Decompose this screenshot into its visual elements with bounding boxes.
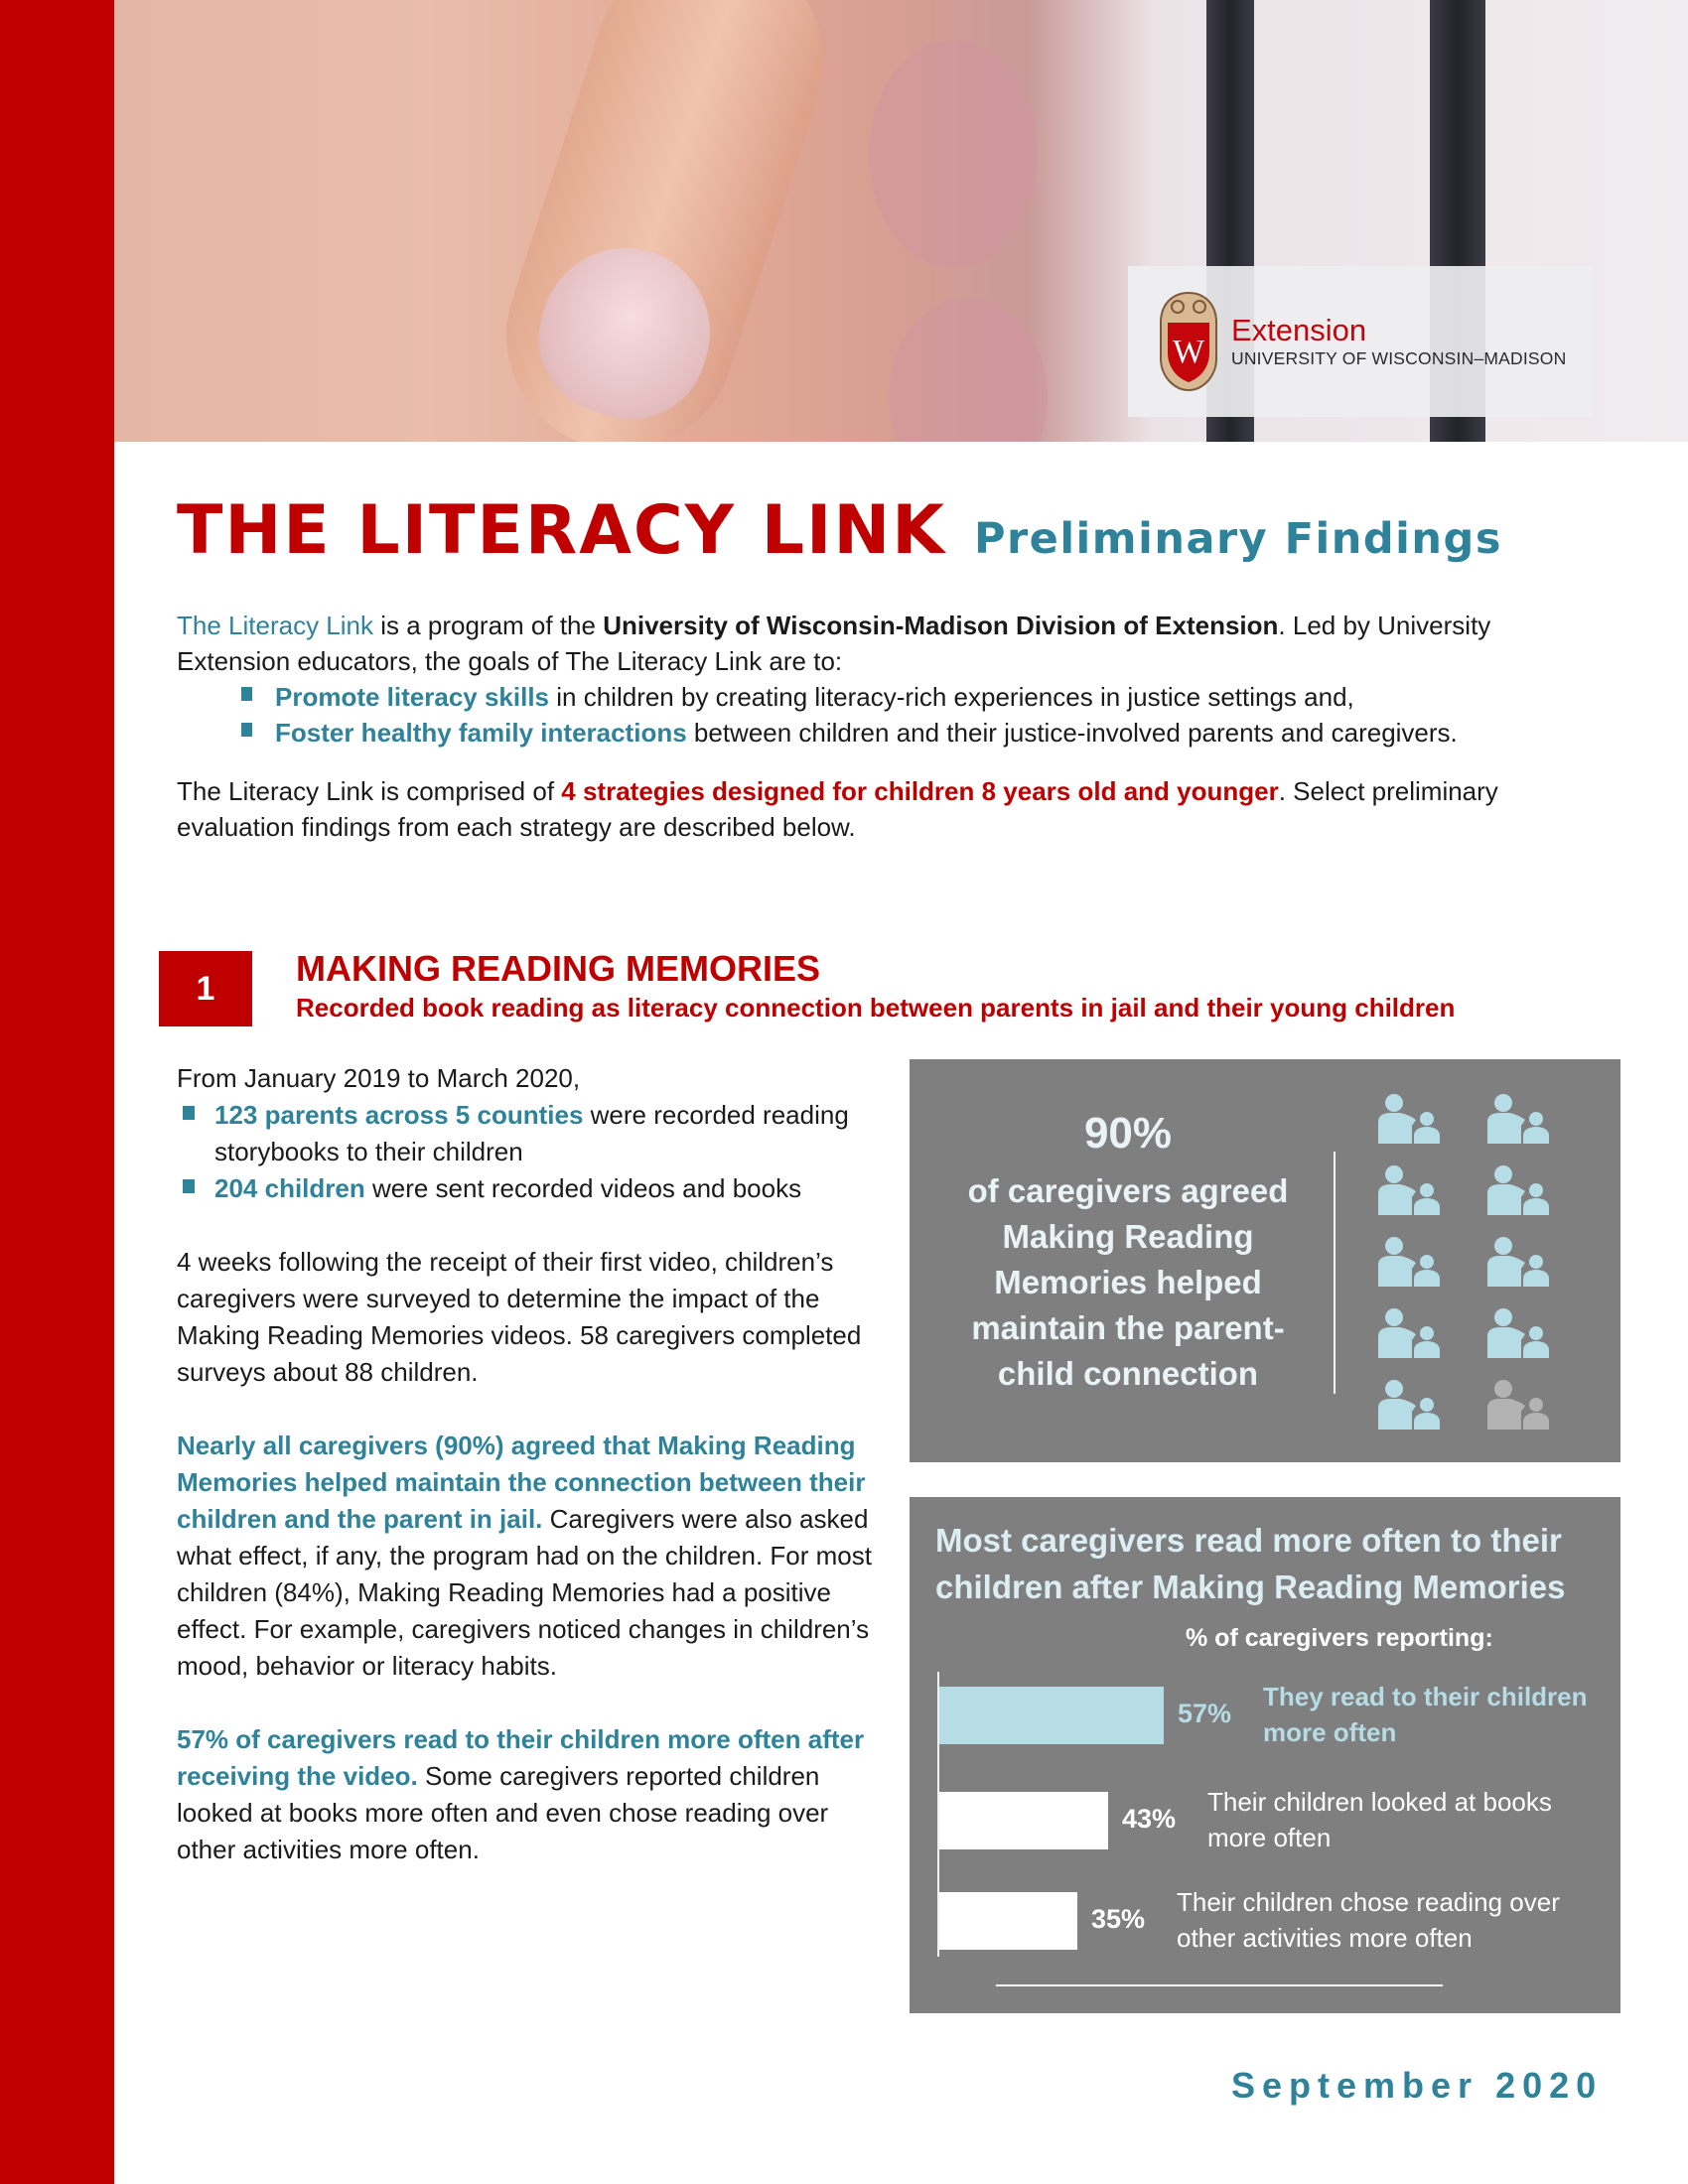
parent-child-icon	[1485, 1380, 1555, 1430]
intro-paragraph: The Literacy Link is a program of the University of Wisconsin-Madison Division of Extension. Led by University Extension educators, the goals of The Literacy Link are to:	[177, 611, 1491, 676]
logo-extension-text: Extension	[1231, 313, 1367, 347]
section-number-badge: 1	[159, 951, 252, 1026]
chart-title: Most caregivers read more often to their children after Making Reading Memories	[935, 1522, 1566, 1605]
stats-list	[177, 1097, 872, 1207]
reading-chart-panel	[910, 1497, 1620, 2013]
bar-value-label: 35%	[1091, 1904, 1146, 1934]
stat-percentage: 90%	[1083, 1109, 1173, 1158]
logo-university-text: UNIVERSITY OF WISCONSIN–MADISON	[1231, 348, 1567, 368]
parent-child-icon	[1485, 1094, 1555, 1144]
publication-date: September 2020	[1231, 2065, 1604, 2106]
bar	[939, 1687, 1164, 1744]
chart-subtitle: % of caregivers reporting:	[1186, 1624, 1493, 1652]
square-bullet-icon	[241, 687, 252, 701]
reading-paragraph: 57% of caregivers read to their children more often after receiving the video. Some caregivers reported children looked at books more often and even chose reading over other activities more often.	[177, 1724, 865, 1864]
parent-child-icon	[1376, 1237, 1446, 1287]
organization-name: University of Wisconsin-Madison Division of Extension	[603, 611, 1279, 640]
bar-category-label: They read to their children more often	[1263, 1682, 1588, 1747]
uw-crest-icon	[1156, 291, 1221, 392]
square-bullet-icon	[183, 1106, 195, 1120]
stat-item: 123 parents across 5 counties were recorded reading storybooks to their children	[177, 1097, 872, 1170]
stat-item: 204 children were sent recorded videos and books	[177, 1170, 872, 1207]
connection-paragraph: Nearly all caregivers (90%) agreed that Making Reading Memories helped maintain the connection between their children and the parent in jail. Caregivers were also asked what effect, if any, the program had on the children. For most children (84%), Making Reading Memories had a positive effect. For example, caregivers noticed changes in children’s mood, behavior or literacy habits.	[177, 1431, 872, 1681]
extension-logo	[1128, 266, 1593, 417]
parent-child-icon	[1485, 1308, 1555, 1358]
parent-child-icon	[1376, 1094, 1446, 1144]
strategies-paragraph: The Literacy Link is comprised of 4 strategies designed for children 8 years old and younger. Select preliminary evaluation findings from each strategy are described below.	[177, 776, 1498, 842]
connection-stat-panel	[910, 1059, 1620, 1462]
square-bullet-icon	[241, 723, 252, 737]
goal-item: Foster healthy family interactions between children and their justice-involved parents and caregivers.	[241, 715, 1607, 751]
bar	[939, 1892, 1077, 1950]
title-main: THE LITERACY LINK	[177, 491, 946, 570]
goal-item: Promote literacy skills in children by creating literacy-rich experiences in justice settings and,	[241, 679, 1607, 715]
program-name: The Literacy Link	[177, 611, 373, 640]
bar-category-label: Their children chose reading over other activities more often	[1177, 1887, 1560, 1953]
bar-value-label: 57%	[1178, 1699, 1232, 1728]
period-text: From January 2019 to March 2020,	[177, 1063, 581, 1093]
section-body	[177, 1060, 872, 1868]
svg-text:W: W	[1172, 334, 1205, 370]
pictogram-grid	[1376, 1094, 1595, 1430]
page-title	[177, 491, 1502, 570]
stat-description: of caregivers agreed Making Reading Memories helped maintain the parent-child connection	[967, 1172, 1289, 1392]
intro-section	[177, 608, 1607, 845]
bar	[939, 1792, 1108, 1849]
side-accent-bar	[0, 0, 114, 2184]
chart-baseline	[996, 1984, 1443, 1986]
section-title: MAKING READING MEMORIES	[296, 948, 821, 989]
parent-child-icon	[1485, 1165, 1555, 1215]
parent-child-icon	[1376, 1165, 1446, 1215]
bar-category-label: Their children looked at books more often	[1207, 1787, 1552, 1852]
bar-value-label: 43%	[1122, 1804, 1177, 1834]
parent-child-icon	[1485, 1237, 1555, 1287]
parent-child-icon	[1376, 1380, 1446, 1430]
title-subtitle: Preliminary Findings	[973, 514, 1502, 564]
goals-list	[241, 679, 1607, 751]
section-subtitle: Recorded book reading as literacy connection between parents in jail and their young children	[296, 993, 1456, 1023]
square-bullet-icon	[183, 1179, 195, 1193]
parent-child-icon	[1376, 1308, 1446, 1358]
divider	[1334, 1152, 1336, 1394]
survey-paragraph: 4 weeks following the receipt of their first video, children’s caregivers were surveyed to determine the impact of the Making Reading Memories videos. 58 caregivers completed surveys about 88 children.	[177, 1247, 862, 1387]
